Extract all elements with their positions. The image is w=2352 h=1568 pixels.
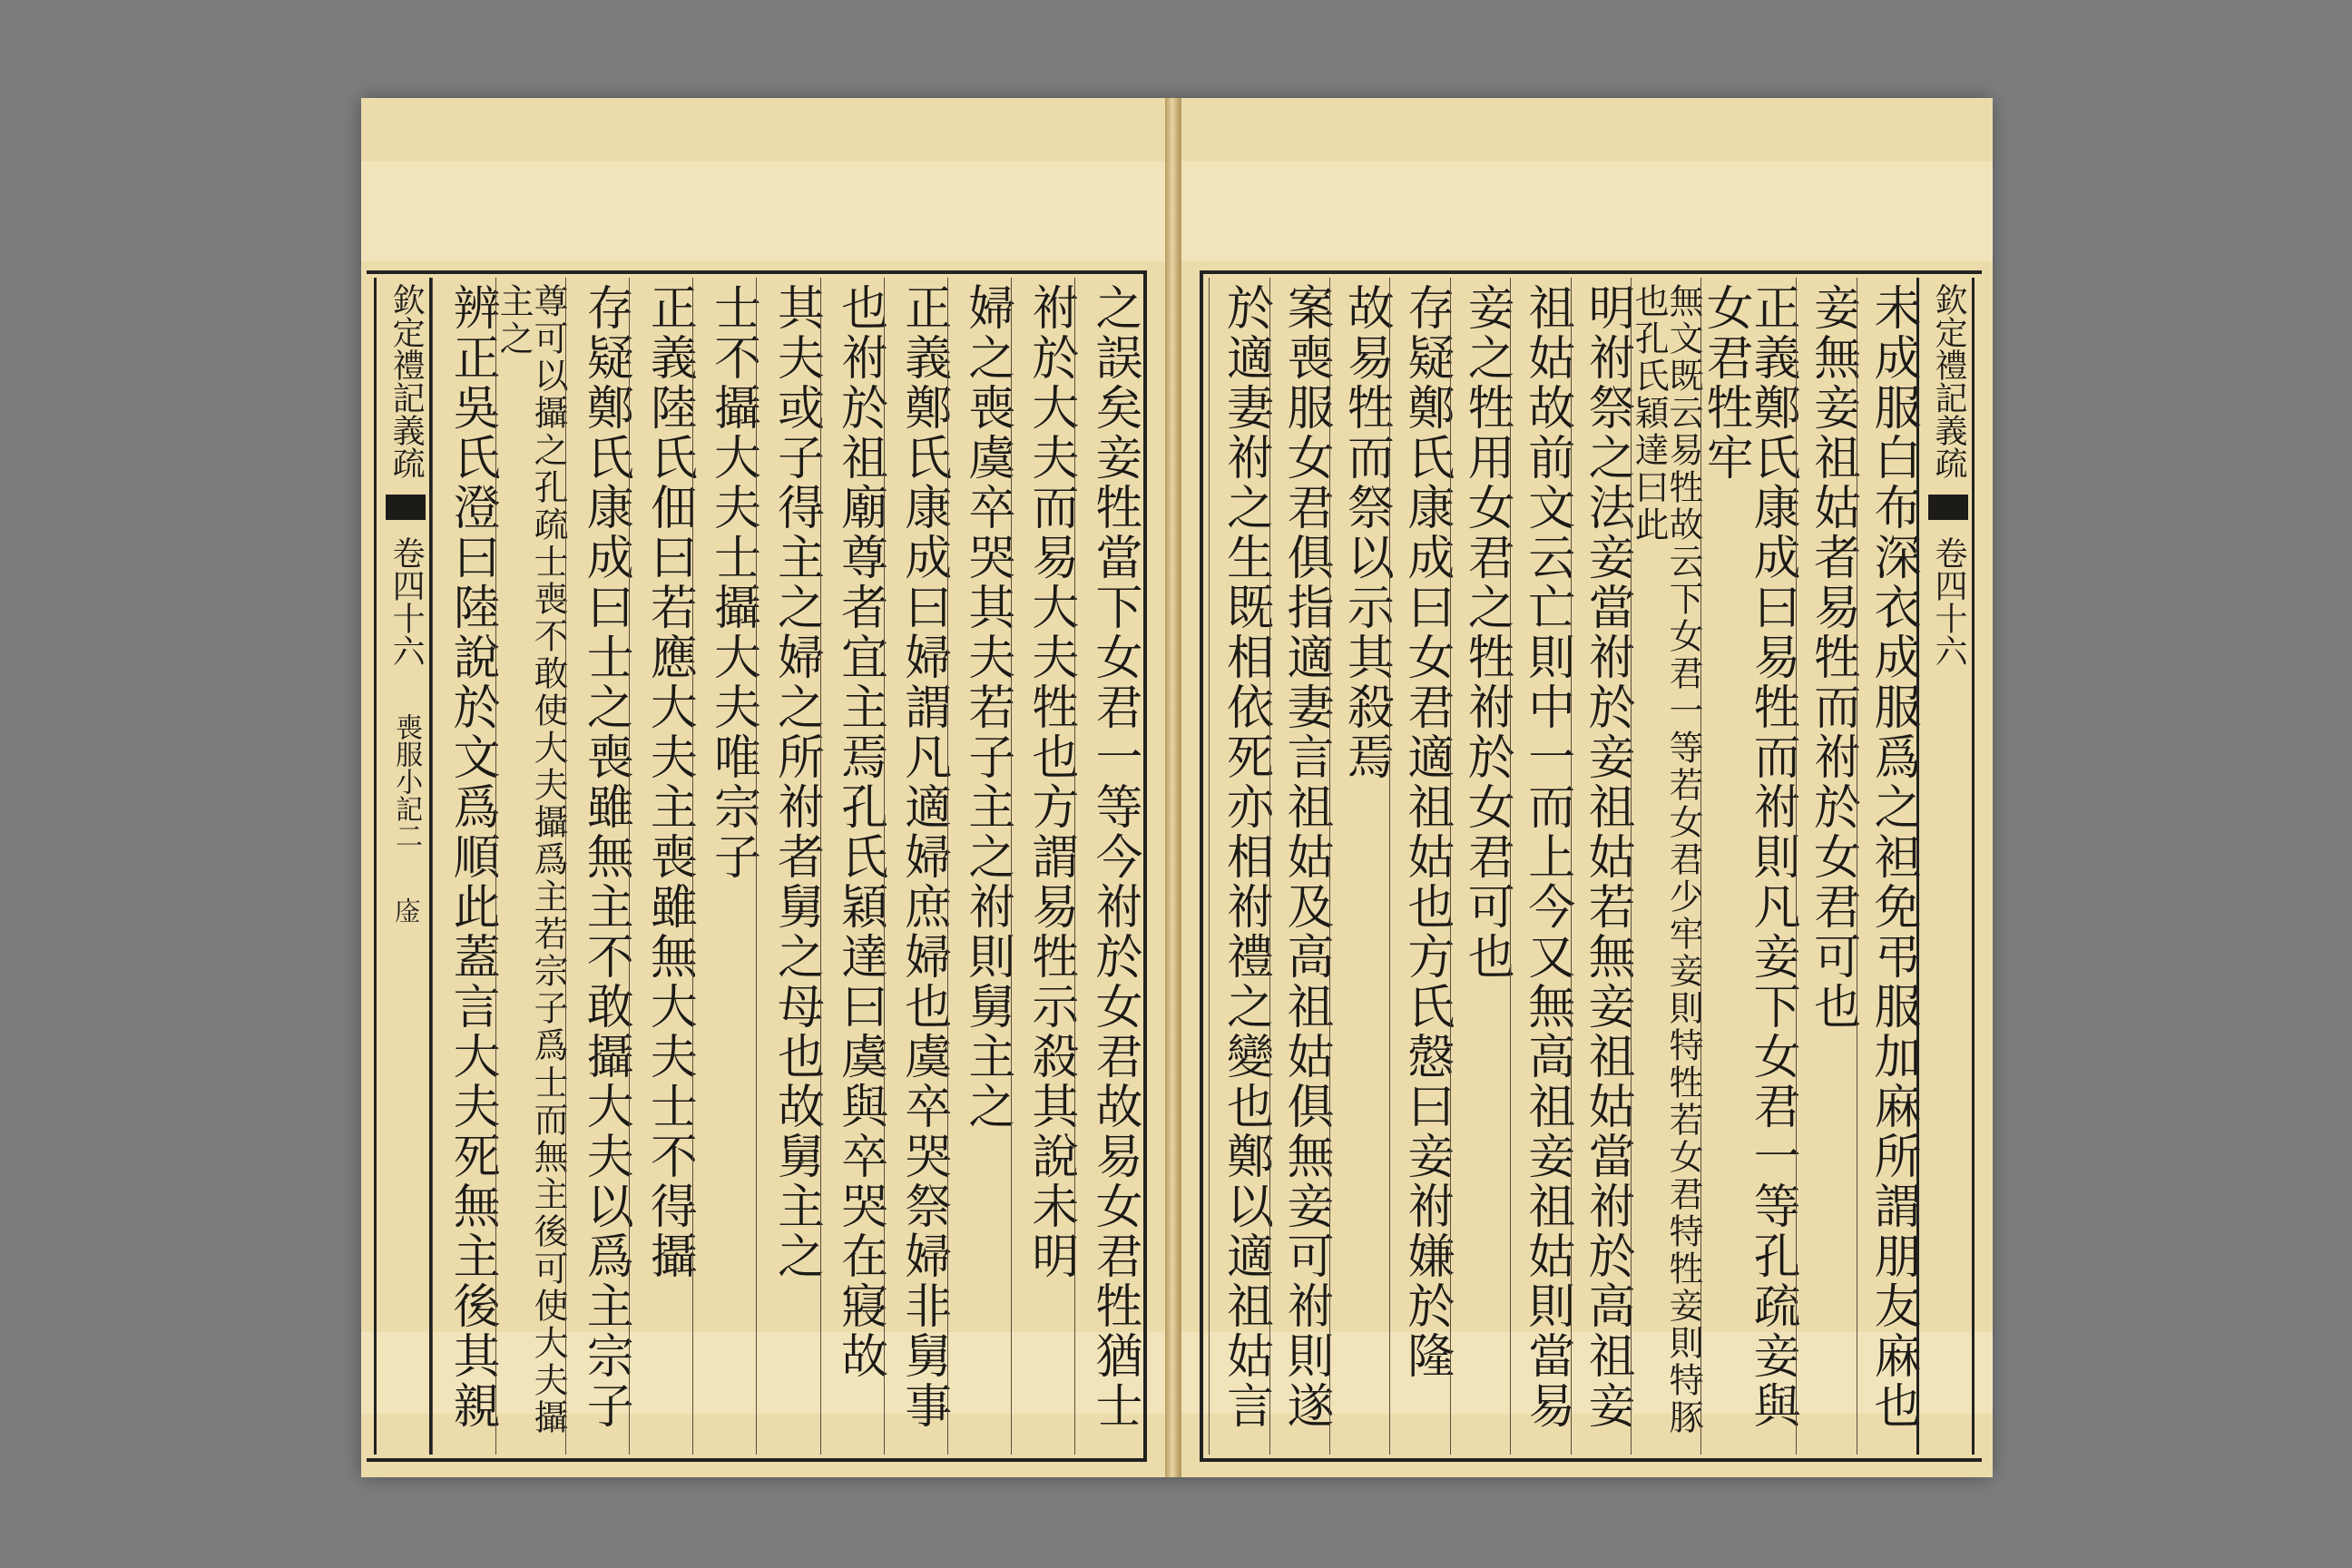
text-column: 明祔祭之法妾當祔於妾祖姑若無妾祖姑當祔於高祖妾 (1571, 278, 1631, 1455)
left-text-columns (374, 278, 1142, 1455)
top-margin (1181, 162, 1993, 261)
text-column: 存疑鄭氏康成曰女君適祖姑也方氏慤曰妾祔嫌於隆 (1389, 278, 1449, 1455)
text-column: 故易牲而祭以示其殺焉 (1329, 278, 1389, 1455)
left-text-frame (367, 270, 1147, 1462)
text-column: 於適妻祔之生既相依死亦相祔禮之變也鄭以適祖姑言 (1209, 278, 1269, 1455)
right-page (1180, 98, 1993, 1477)
book-gutter (1165, 98, 1180, 1477)
page-number: 𢉅 (390, 896, 423, 924)
text-column: 妾無妾祖姑者易牲而祔於女君可也 (1796, 278, 1856, 1455)
banner-chapter: 喪服小記二 (390, 713, 423, 850)
open-book (361, 98, 1991, 1477)
text-column: 也祔於祖廟尊者宜主焉孔氏穎達曰虞與卒哭在寢故 (820, 278, 884, 1455)
text-column: 未成服白布深衣成服爲之袒免弔服加麻所謂朋友麻也 (1857, 278, 1916, 1455)
left-page (361, 98, 1167, 1477)
text-column: 祔於大夫而易大夫牲也方謂易牲示殺其說未明 (1011, 278, 1074, 1455)
text-column: 婦之喪虞卒哭其夫若子主之祔則舅主之 (947, 278, 1011, 1455)
banner-volume: 卷四十六 (1930, 535, 1967, 667)
top-margin (361, 162, 1165, 261)
text-column: 辨正吳氏澄曰陸說於文爲順此蓋言大夫死無主後其親 (432, 278, 495, 1455)
fish-tail-icon (1928, 495, 1968, 520)
block-banner (1916, 278, 1975, 1455)
text-column: 正義陸氏佃曰若應大夫主喪雖無大夫士不得攝 (629, 278, 692, 1455)
right-text-columns (1209, 278, 1975, 1455)
block-banner (374, 278, 432, 1455)
fish-tail-icon (386, 495, 426, 520)
text-column: 士不攝大夫士攝大夫唯宗子 (692, 278, 756, 1455)
banner-title: 欽定禮記義疏 (387, 283, 426, 479)
text-column: 其夫或子得主之婦之所祔者舅之母也故舅主之 (756, 278, 819, 1455)
text-column: 存疑鄭氏康成曰士之喪雖無主不敢攝大夫以爲主宗子 (565, 278, 629, 1455)
text-column: 案喪服女君俱指適妻言祖姑及高祖姑俱無妾可祔則遂 (1269, 278, 1329, 1455)
right-text-frame (1200, 270, 1982, 1462)
banner-volume: 卷四十六 (387, 535, 426, 667)
banner-title: 欽定禮記義疏 (1930, 283, 1967, 479)
text-column: 無文既云易牲故云下女君一等若女君少牢妾則特牲若女君特牲妾則特豚也孔氏穎達曰此 (1631, 278, 1700, 1455)
text-column: 尊可以攝之孔疏士喪不敢使大夫攝爲主若宗子爲士而無主後可使大夫攝主之 (495, 278, 565, 1455)
text-column: 正義鄭氏康成曰婦謂凡適婦庶婦也虞卒哭祭婦非舅事 (884, 278, 947, 1455)
text-column: 之誤矣妾牲當下女君一等今祔於女君故易女君牲猶士 (1074, 278, 1138, 1455)
text-column: 祖姑故前文云亡則中一而上今又無高祖妾祖姑則當易 (1510, 278, 1570, 1455)
text-column: 正義鄭氏康成曰易牲而祔則凡妾下女君一等孔疏妾與女君牲牢 (1700, 278, 1796, 1455)
text-column: 妾之牲用女君之牲祔於女君可也 (1450, 278, 1510, 1455)
